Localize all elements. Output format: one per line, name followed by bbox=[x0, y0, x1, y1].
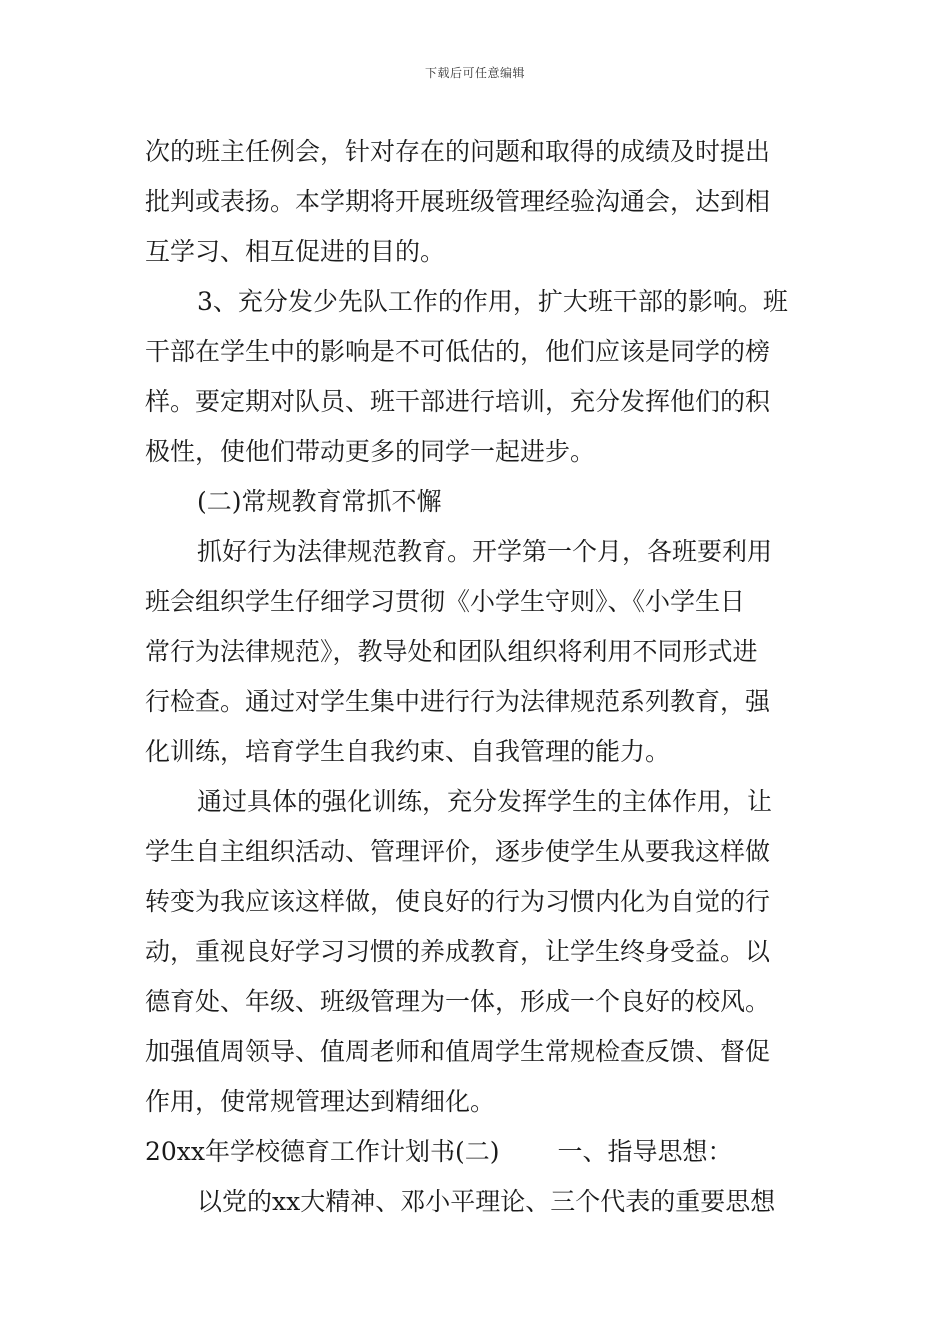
heading-spacer bbox=[500, 1127, 558, 1177]
text-line: 转变为我应该这样做，使良好的行为习惯内化为自觉的行 bbox=[145, 887, 771, 916]
section-heading: 一、指导思想： bbox=[557, 1137, 733, 1166]
text-line: 批判或表扬。本学期将开展班级管理经验沟通会，达到相 bbox=[145, 187, 771, 216]
text-line: 干部在学生中的影响是不可低估的，他们应该是同学的榜 bbox=[145, 337, 771, 366]
subsection-heading: (二)常规教育常抓不懈 bbox=[197, 487, 442, 516]
text-line: 动，重视良好学习习惯的养成教育，让学生终身受益。以 bbox=[145, 937, 771, 966]
paragraph-start-line: 抓好行为法律规范教育。开学第一个月，各班要利用 bbox=[197, 537, 773, 566]
paragraph-start-line: 3、充分发少先队工作的作用，扩大班干部的影响。班 bbox=[197, 287, 788, 316]
text-line: 学生自主组织活动、管理评价，逐步使学生从要我这样做 bbox=[145, 837, 771, 866]
text-line: 极性，使他们带动更多的同学一起进步。 bbox=[145, 437, 596, 466]
text-line: 样。要定期对队员、班干部进行培训，充分发挥他们的积 bbox=[145, 387, 771, 416]
text-line: 加强值周领导、值周老师和值周学生常规检查反馈、督促 bbox=[145, 1037, 771, 1066]
header-note: 下载后可任意编辑 bbox=[424, 66, 525, 80]
text-line: 班会组织学生仔细学习贯彻《小学生守则》、《小学生日 bbox=[145, 587, 746, 616]
paragraph-start-line: 通过具体的强化训练，充分发挥学生的主体作用，让 bbox=[197, 787, 773, 816]
text-line: 行检查。通过对学生集中进行行为法律规范系列教育，强 bbox=[145, 687, 771, 716]
text-line: 常行为法律规范》，教导处和团队组织将利用不同形式进 bbox=[145, 637, 758, 666]
text-line: 作用，使常规管理达到精细化。 bbox=[145, 1087, 496, 1116]
paragraph-start-line: 以党的xx大精神、邓小平理论、三个代表的重要思想 bbox=[197, 1187, 776, 1216]
document-body bbox=[145, 127, 807, 1227]
text-line: 德育处、年级、班级管理为一体，形成一个良好的校风。 bbox=[145, 987, 771, 1016]
document-heading-line bbox=[145, 1127, 807, 1177]
text-line: 化训练，培育学生自我约束、自我管理的能力。 bbox=[145, 737, 671, 766]
text-line: 互学习、相互促进的目的。 bbox=[145, 237, 446, 266]
document-title: 20xx年学校德育工作计划书(二) bbox=[145, 1137, 500, 1166]
text-line: 次的班主任例会，针对存在的问题和取得的成绩及时提出 bbox=[145, 137, 771, 166]
